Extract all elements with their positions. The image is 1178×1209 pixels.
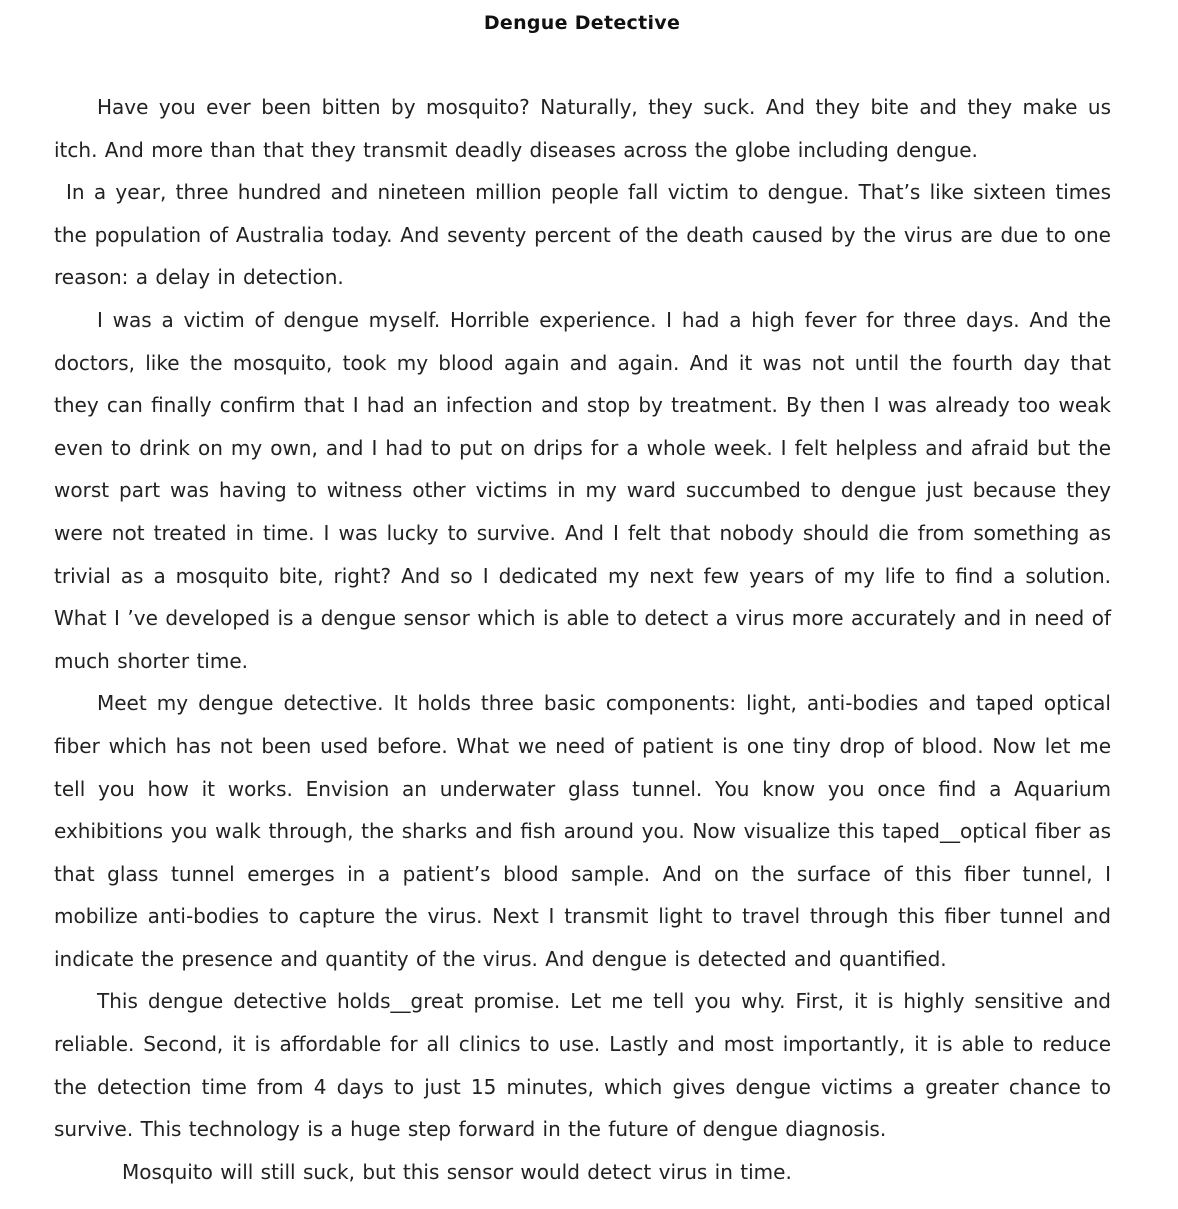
paragraph-statistics: In a year, three hundred and nineteen million people fall victim to dengue. That’s like sixteen times the population of Australia today. And seventy percent of the death caused by the virus are due to one reason: a delay in detection.: [54, 180, 1111, 290]
paragraph-how-it-works: Meet my dengue detective. It holds three basic components: light, anti-bodies and taped optical fiber which has not been used before. What we need of patient is one tiny drop of blood. Now let me tell you how it works. Envision an underwater glass tunnel. You know you once find a Aquarium exhibitions you walk through, the sharks and fish around you. Now visualize this taped__optical fiber as that glass tunnel emerges in a patient’s blood sample. And on the surface of this fiber tunnel, I mobilize anti-bodies to capture the virus. Next I transmit light to travel through this fiber tunnel and indicate the presence and quantity of the virus. And dengue is detected and quantified.: [54, 691, 1111, 971]
paragraph-intro: Have you ever been bitten by mosquito? Naturally, they suck. And they bite and they make us itch. And more than that they transmit deadly diseases across the globe including dengue.: [54, 95, 1111, 162]
paragraph-promise: This dengue detective holds__great promise. Let me tell you why. First, it is highly sensitive and reliable. Second, it is affordable for all clinics to use. Lastly and most importantly, it is able to reduce the detection time from 4 days to just 15 minutes, which gives dengue victims a greater chance to survive. This technology is a huge step forward in the future of dengue diagnosis.: [54, 989, 1111, 1142]
paragraph-personal-story: I was a victim of dengue myself. Horrible experience. I had a high fever for three days. And the doctors, like the mosquito, took my blood again and again. And it was not until the fourth day that they can finally confirm that I had an infection and stop by treatment. By then I was already too weak even to drink on my own, and I had to put on drips for a whole week. I felt helpless and afraid but the worst part was having to witness other victims in my ward succumbed to dengue just because they were not treated in time. I was lucky to survive. And I felt that nobody should die from something as trivial as a mosquito bite, right? And so I dedicated my next few years of my life to find a solution. What I ’ve developed is a dengue sensor which is able to detect a virus more accurately and in need of much shorter time.: [54, 307, 1111, 673]
document-body: [54, 86, 1111, 1193]
document-title: Dengue Detective: [483, 12, 681, 34]
paragraph-closing: Mosquito will still suck, but this sensor would detect virus in time.: [122, 1159, 792, 1184]
